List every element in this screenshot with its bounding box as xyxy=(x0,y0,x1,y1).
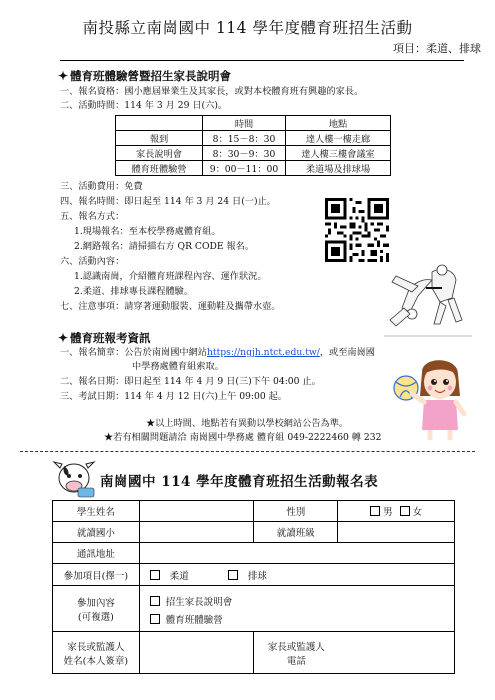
judo-players-illustration xyxy=(382,262,474,344)
address-label: 通訊地址 xyxy=(53,543,140,564)
table-row xyxy=(53,543,455,564)
table-cell: 柔道場及排球場 xyxy=(286,161,391,176)
table-row xyxy=(116,116,391,131)
table-cell: 8：15－8：30 xyxy=(203,131,286,146)
parent-session-checkbox[interactable] xyxy=(150,596,160,606)
s1-line5: 五、報名方式： xyxy=(60,211,125,222)
s2-contact: ★若有相關問題請洽 南崗國中學務處 體育組 049-2222460 轉 232 xyxy=(104,432,382,443)
school-website-link[interactable]: https://ngjh.ntct.edu.tw/ xyxy=(207,347,320,358)
s1-line4: 四、報名時間：即日起至 114 年 3 月 24 日(一)止。 xyxy=(60,196,276,207)
cut-line xyxy=(20,451,475,452)
star-icon: ✦ xyxy=(58,331,69,345)
experience-camp-checkbox[interactable] xyxy=(150,614,160,624)
table-cell: 9：00－11：00 xyxy=(203,161,286,176)
student-name-label: 學生姓名 xyxy=(53,501,140,522)
cow-mascot-illustration xyxy=(52,456,96,498)
table-row xyxy=(53,586,455,632)
student-name-field[interactable] xyxy=(139,501,254,522)
qr-code-image[interactable] xyxy=(325,198,389,262)
title-underline xyxy=(60,60,464,61)
school-label: 就讀國小 xyxy=(53,522,140,543)
gender-field: 男 女 xyxy=(338,501,455,522)
schedule-table xyxy=(115,115,391,176)
parent-phone-cell: 家長或監護人 電話 xyxy=(254,632,455,674)
table-row xyxy=(53,564,455,586)
item-field: 柔道 排球 xyxy=(139,564,454,586)
table-row xyxy=(53,632,455,674)
table-cell: 達人樓一樓走廊 xyxy=(286,131,391,146)
parent-name-label: 家長或監護人 姓名(本人簽章) xyxy=(53,632,140,674)
section1-heading: ✦ 體育班體驗營暨招生家長說明會 xyxy=(58,69,232,83)
girl-volleyball-illustration xyxy=(392,352,472,442)
table-cell: 報到 xyxy=(116,131,203,146)
table-row xyxy=(116,131,391,146)
s1-line7: 七、注意事項：請穿著運動服裝、運動鞋及攜帶水壺。 xyxy=(60,301,281,312)
content-field: 招生家長說明會 體育班體驗營 xyxy=(139,586,454,632)
table-cell: 達人樓三樓會議室 xyxy=(286,146,391,161)
page-title: 南投縣立南崗國中 114 學年度體育班招生活動 xyxy=(82,19,413,37)
s1-line3: 三、活動費用：免費 xyxy=(60,181,143,192)
content-label: 參加內容 (可複選) xyxy=(53,586,140,632)
female-checkbox[interactable] xyxy=(400,506,410,516)
table-header-cell: 地點 xyxy=(286,116,391,131)
s2-line1-cont: 中學務處體育組索取。 xyxy=(132,361,224,372)
parent-name-field[interactable] xyxy=(139,632,254,674)
section2-heading: ✦ 體育班報考資訊 xyxy=(58,331,151,345)
s1-line6: 六、活動內容： xyxy=(60,256,125,267)
registration-form xyxy=(52,500,455,674)
volleyball-checkbox[interactable] xyxy=(228,570,238,580)
s2-notice: ★以上時間、地點若有異動以學校網站公告為準。 xyxy=(146,418,349,429)
item-label: 參加項目(擇一) xyxy=(53,564,140,586)
table-header-cell: 時間 xyxy=(203,116,286,131)
table-cell: 家長說明會 xyxy=(116,146,203,161)
class-label: 就讀班級 xyxy=(254,522,338,543)
table-cell: 8：30－9：30 xyxy=(203,146,286,161)
s1-line5b: 2.網路報名：請掃描右方 QR CODE 報名。 xyxy=(74,241,255,252)
s2-line3: 三、考試日期：114 年 4 月 12 日(六)上午 09:00 起。 xyxy=(60,391,287,402)
table-row xyxy=(53,522,455,543)
s1-line5a: 1.現場報名：至本校學務處體育組。 xyxy=(74,226,221,237)
s1-line1: 一、報名資格：國小應屆畢業生及其家長，或對本校體育班有興趣的家長。 xyxy=(60,86,364,97)
s2-line2: 二、報名日期：即日起至 114 年 4 月 9 日(三)下午 04:00 止。 xyxy=(60,376,321,387)
s1-line6a: 1.認識南崗，介紹體育班課程內容、運作狀況。 xyxy=(74,271,267,282)
gender-label: 性別 xyxy=(254,501,338,522)
table-cell: 體育班體驗營 xyxy=(116,161,203,176)
address-field[interactable] xyxy=(139,543,454,564)
s1-line2: 二、活動時間：114 年 3 月 29 日(六)。 xyxy=(60,100,228,111)
s2-line1: 一、報名簡章：公告於南崗國中網站https://ngjh.ntct.edu.tw/，或至南崗國 xyxy=(60,347,375,358)
table-row xyxy=(116,161,391,176)
form-title: 南崗國中 114 學年度體育班招生活動報名表 xyxy=(100,474,379,490)
school-field[interactable] xyxy=(139,522,254,543)
table-header-cell xyxy=(116,116,203,131)
class-field[interactable] xyxy=(338,522,455,543)
page-subtitle: 項目：柔道、排球 xyxy=(393,42,481,55)
judo-checkbox[interactable] xyxy=(150,570,160,580)
s1-line6b: 2.柔道、排球專長課程體驗。 xyxy=(74,286,194,297)
table-row xyxy=(53,501,455,522)
table-row xyxy=(116,146,391,161)
male-checkbox[interactable] xyxy=(370,506,380,516)
star-icon: ✦ xyxy=(58,69,69,83)
